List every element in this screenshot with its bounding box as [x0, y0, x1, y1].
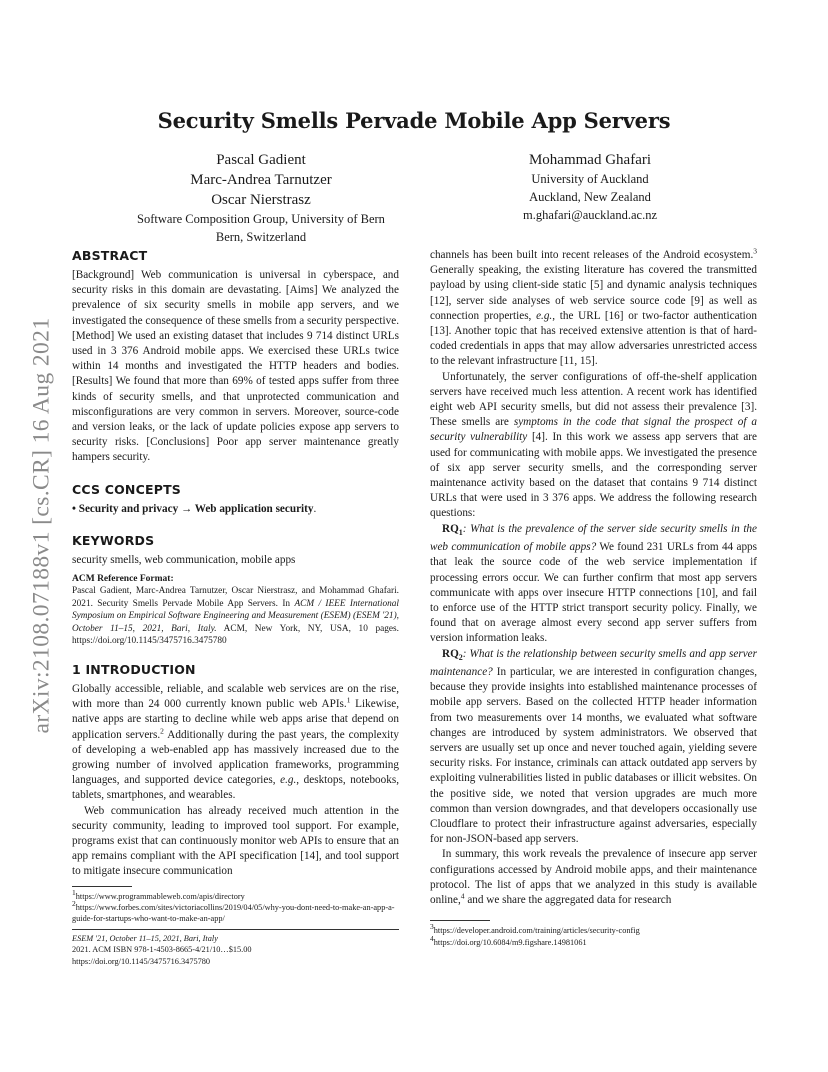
body-paragraph: Unfortunately, the server configurations of off-the-shelf application servers have received much less attention. A recent work has identified eight web API security smells, but did not assess their prevalence [3]. These smells are symptoms in the code that signal the prospect of a security vulnerability [4]. In this work we assess app servers that are used for communicating with mobile apps. We investigated the presence of six app server security smells, and the corresponding server maintenance activity based on the dataset that contains 9 714 distinct URLs that were used in 3 376 apps. We address the following research questions: [430, 370, 757, 520]
author-name: Pascal Gadient [216, 152, 306, 168]
author-email: m.ghafari@auckland.ac.nz [522, 208, 657, 222]
left-column [72, 248, 399, 967]
author-affiliation: Software Composition Group, University of Bern [137, 212, 385, 226]
right-column [430, 248, 757, 948]
venue-footer: 2021. ACM ISBN 978-1-4503-8665-4/21/10…$15.00 [72, 945, 252, 955]
author-affiliation: Bern, Switzerland [215, 230, 307, 244]
author-name: Mohammad Ghafari [528, 152, 652, 168]
introduction-heading: 1 INTRODUCTION [72, 662, 196, 678]
footnote: 4https://doi.org/10.6084/m9.figshare.14981061 [430, 933, 587, 947]
author-affiliation: University of Auckland [531, 172, 649, 186]
footnote-rule [72, 886, 132, 887]
keywords-text: security smells, web communication, mobile apps [72, 553, 296, 566]
authors-left [100, 150, 422, 246]
author-name: Oscar Nierstrasz [211, 192, 311, 208]
footnote: 2https://www.forbes.com/sites/victoriacollins/2019/04/05/why-you-dont-need-to-make-an-app-a-guide-for-startups-who-want-to-make-an-app/ [72, 899, 395, 924]
research-question-2: $RQ_2$: What is the relationship between security smells and app server maintenance? In particular, we are interested in configuration changes, because they provide insights into established maintenance processes of mobile app servers. Based on the collected HTTP header information from two measurements over 14 months, we evaluated what software changes are introduced by system administrators. We observed that servers are usually set up once and never touched again, yielding severe security risks. For instance, criminals can attack outdated app servers by exploiting vulnerabilities listed in public databases or illicit websites. On the positive side, we noted that version upgrades are much more common than version downgrades, and that developers occasionally use Cloudflare to protect their infrastructure against adversaries, especially for non-JSON-based app servers. [430, 647, 757, 846]
ccs-concepts: • Security and privacy → Web application security. [72, 502, 317, 515]
author-name: Marc-Andrea Tarnutzer [190, 172, 332, 188]
arxiv-stamp: arXiv:2108.07188v1 [cs.CR] 16 Aug 2021 [28, 317, 55, 733]
abstract-text: [Background] Web communication is universal in cyberspace, and security risks in this domain are devastating. [Aims] We analyzed the prevalence of six security smells in mobile app servers, and we investigated the consequence of these smells from a security perspective. [Method] We used an existing dataset that includes 9 714 distinct URLs used in 3 376 Android mobile apps. We exercised these URLs twice within 14 months and investigated the HTTP headers and bodies. [Results] We found that more than 69% of tested apps suffer from three kinds of security smells, and that unprotected communication and misconfigurations are very common in servers. Moreover, source-code and version leaks, or the lack of update policies expose app servers to security risks. [Conclusions] Poor app server maintenance greatly hampers security. [72, 269, 399, 464]
abstract-heading: ABSTRACT [72, 248, 148, 263]
body-paragraph: In summary, this work reveals the prevalence of insecure app server configurations accessed by Android mobile apps, and their maintenance protocol. The list of apps that we analyzed in this study is available online,$^4$ and we share the aggregated data for research [430, 848, 757, 906]
intro-paragraph: Web communication has already received much attention in the security community, leading to improved tool support. For example, programs exist that can continuously monitor web APIs to ensure that an app remains compliant with the API specification [14], and tool support to mitigate insecure communication [72, 804, 399, 878]
footnote: 1https://www.programmableweb.com/apis/directory [72, 887, 245, 901]
ccs-heading: CCS CONCEPTS [72, 481, 181, 497]
acm-reference-text: Pascal Gadient, Marc-Andrea Tarnutzer, Oscar Nierstrasz, and Mohammad Ghafari. 2021. Security Smells Pervade Mobile App Servers. In ACM / IEEE International Symposium on Empirical Software Engineering and Measurement (ESEM) (ESEM '21), October 11–15, 2021, Bari, Italy. ACM, New York, NY, USA, 10 pages. https://doi.org/10.1145/3475716.3475780 [72, 586, 399, 647]
venue-rule [72, 929, 399, 930]
venue-footer: ESEM '21, October 11–15, 2021, Bari, Italy [72, 933, 218, 943]
paper-title: Security Smells Pervade Mobile App Servers [157, 108, 671, 133]
footnote-rule [430, 920, 490, 921]
body-paragraph: channels has been built into recent releases of the Android ecosystem.$^3$ Generally speaking, the existing literature has covered the transmitted payload by using client-side static [5] and dynamic analysis techniques [12], server side analyses of web service source code [9] as well as connection properties, e.g., the URL [16] or two-factor authentication [13]. Another topic that has received extensive attention is that of hard-coded credentials in apps that may allow adversaries unrestricted access to the relevant infrastructure [11, 15]. [430, 246, 757, 368]
authors-right [490, 150, 690, 224]
keywords-heading: KEYWORDS [72, 532, 155, 548]
research-question-1: $RQ_1$: What is the prevalence of the server side security smells in the web communication of mobile apps? We found 231 URLs from 44 apps that leak the source code of the web service implementation if processing errors occur. We can further confirm that most app servers communicate with apps over insecure HTTP connections [10], and fail to enforce use of the HTTP strict transport security policy. Finally, we found that on average almost every second app server suffers from version information leaks. [430, 522, 757, 645]
acm-reference-heading: ACM Reference Format: [72, 574, 174, 585]
intro-paragraph: Globally accessible, reliable, and scalable web services are on the rise, with more than 24 000 currently known public web APIs.$^1$ Likewise, native apps are starting to decline while web apps arise that depend on application servers.$^2$ Additionally during the past years, the complexity of developing a web-enabled app has massively increased due to the growing number of involved application frameworks, programming languages, and supported device categories, e.g., desktops, notebooks, tablets, smartphones, and wearables. [72, 683, 399, 802]
venue-footer: https://doi.org/10.1145/3475716.3475780 [72, 956, 211, 966]
author-affiliation: Auckland, New Zealand [529, 190, 651, 204]
footnote: 3https://developer.android.com/training/articles/security-config [430, 922, 640, 936]
